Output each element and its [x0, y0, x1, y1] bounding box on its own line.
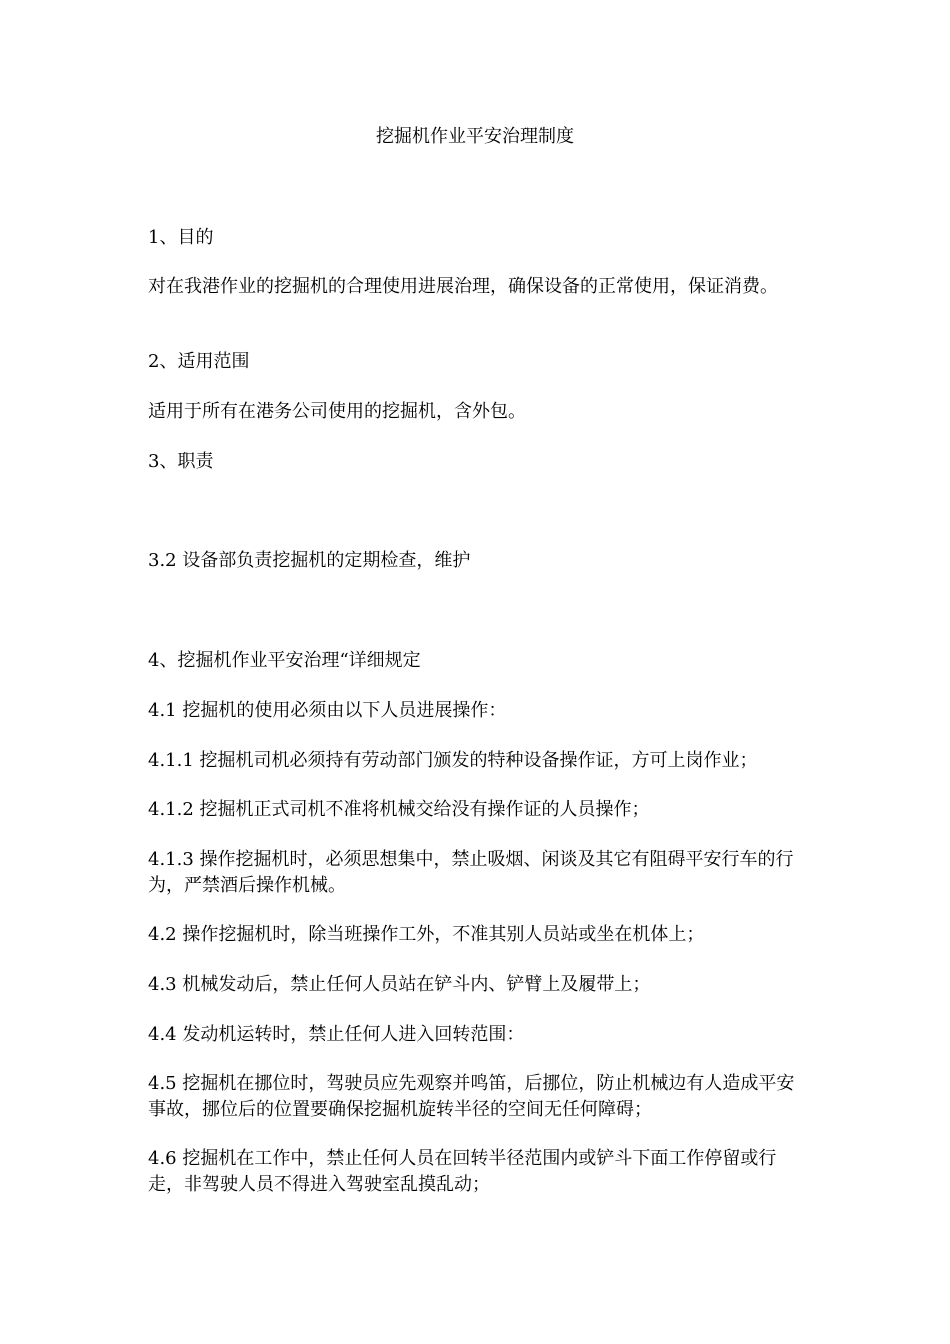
- paragraph-rule-4-1-1: 4.1.1 挖掘机司机必须持有劳动部门颁发的特种设备操作证，方可上岗作业；: [148, 750, 758, 771]
- paragraph-scope: 适用于所有在港务公司使用的挖掘机，含外包。: [148, 401, 526, 422]
- paragraph-rule-4-2: 4.2 操作挖掘机时，除当班操作工外，不准其别人员站或坐在机体上；: [148, 924, 705, 945]
- paragraph-rule-4-4: 4.4 发动机运转时，禁止任何人进入回转范围：: [148, 1024, 525, 1045]
- paragraph-rule-4-3: 4.3 机械发动后，禁止任何人员站在铲斗内、铲臂上及履带上；: [148, 974, 651, 995]
- paragraph-rule-4-6: 4.6 挖掘机在工作中，禁止任何人员在回转半径范围内或铲斗下面工作停留或行走，非驾驶人员不得进入驾驶室乱摸乱动；: [148, 1148, 777, 1195]
- section-heading-duties: 3、职责: [148, 451, 214, 472]
- document-title: 挖掘机作业平安治理制度: [376, 126, 574, 147]
- section-heading-purpose: 1、目的: [148, 227, 214, 248]
- paragraph-rule-4-5: 4.5 挖掘机在挪位时，驾驶员应先观察并鸣笛，后挪位，防止机械边有人造成平安事故，挪位后的位置要确保挖掘机旋转半径的空间无任何障碍；: [148, 1073, 795, 1120]
- section-heading-rules: 4、挖掘机作业平安治理“详细规定: [148, 650, 421, 671]
- paragraph-rule-4-1-3: 4.1.3 操作挖掘机时，必须思想集中，禁止吸烟、闲谈及其它有阻碍平安行车的行为，严禁酒后操作机械。: [148, 849, 794, 896]
- paragraph-rule-4-1: 4.1 挖掘机的使用必须由以下人员进展操作：: [148, 700, 507, 721]
- paragraph-duty-3-2: 3.2 设备部负责挖掘机的定期检查，维护: [148, 550, 471, 571]
- paragraph-rule-4-1-2: 4.1.2 挖掘机正式司机不准将机械交给没有操作证的人员操作；: [148, 799, 650, 820]
- section-heading-scope: 2、适用范围: [148, 351, 250, 372]
- paragraph-purpose: 对在我港作业的挖掘机的合理使用进展治理，确保设备的正常使用，保证消费。: [148, 276, 778, 297]
